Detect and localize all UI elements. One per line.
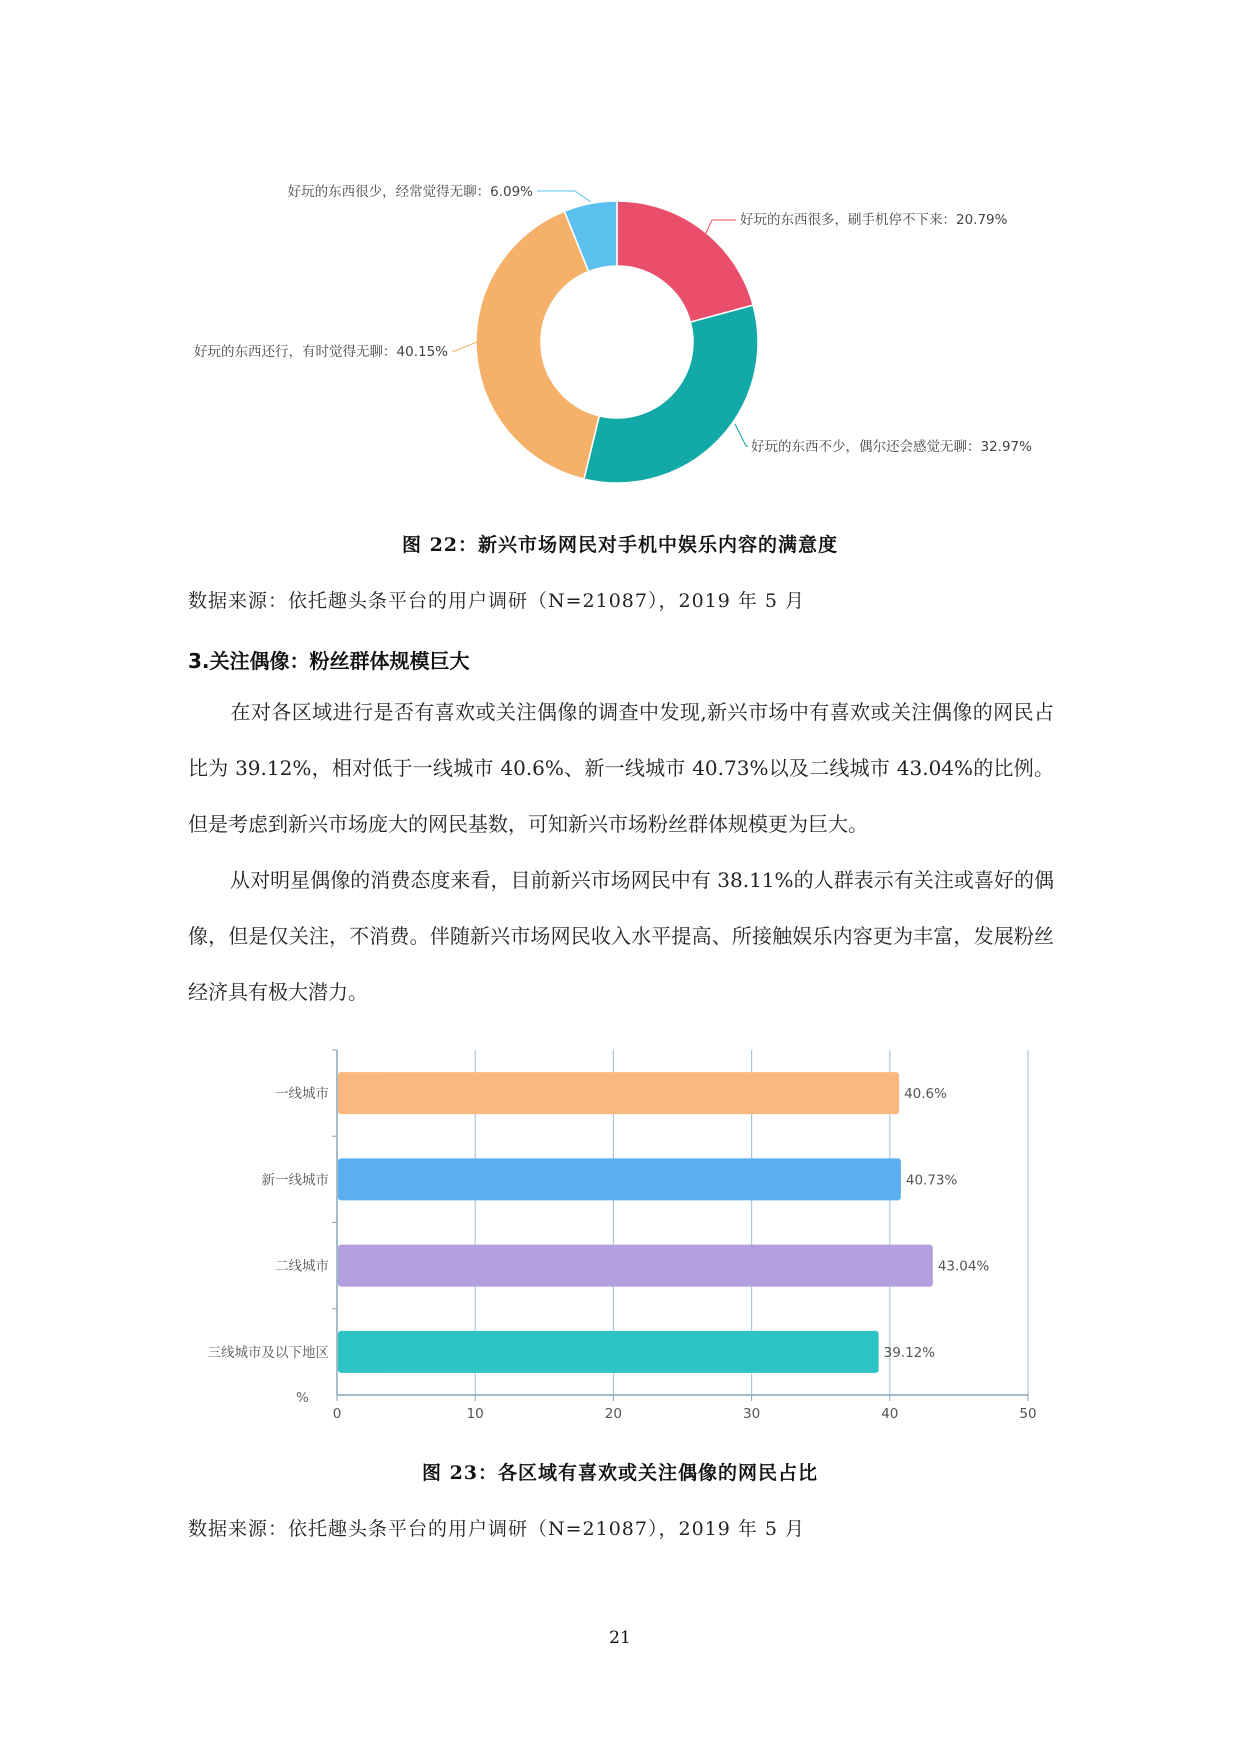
- section-heading: 3.关注偶像：粉丝群体规模巨大: [188, 649, 470, 673]
- figure-22-source: 数据来源：依托趣头条平台的用户调研（N=21087），2019 年 5 月: [188, 590, 806, 612]
- category-label: 二线城市: [275, 1258, 329, 1275]
- value-label: 40.6%: [904, 1086, 947, 1103]
- donut-leader-line-1: [735, 424, 748, 446]
- donut-label-few: 好玩的东西很少，经常觉得无聊：6.09%: [287, 184, 533, 200]
- bar-3: [338, 1331, 879, 1373]
- figure-22-caption: 图 22：新兴市场网民对手机中娱乐内容的满意度: [401, 534, 839, 556]
- donut-leader-line-3: [537, 191, 591, 202]
- value-label: 40.73%: [905, 1172, 958, 1189]
- paragraph-2: [188, 852, 1054, 1020]
- donut-label-very-much: 好玩的东西很多，刷手机停不下来：20.79%: [740, 212, 1008, 228]
- donut-label-okay: 好玩的东西还行，有时觉得无聊：40.15%: [194, 344, 448, 360]
- donut-chart: [0, 0, 1240, 500]
- figure-23-source: 数据来源：依托趣头条平台的用户调研（N=21087），2019 年 5 月: [188, 1518, 806, 1540]
- bar-2: [338, 1245, 933, 1287]
- x-tick-label: 30: [743, 1406, 761, 1422]
- paragraph-1-text: 在对各区域进行是否有喜欢或关注偶像的调查中发现,新兴市场中有喜欢或关注偶像的网民占比为 39.12%，相对低于一线城市 40.6%、新一线城市 40.73%以及二线城市 43.04%的比例。但是考虑到新兴市场庞大的网民基数，可知新兴市场粉丝群体规模更为巨大。: [188, 700, 1054, 836]
- page-number: 21: [609, 1628, 631, 1648]
- category-label: 新一线城市: [261, 1172, 329, 1189]
- unit-label: %: [296, 1390, 309, 1406]
- x-tick-label: 40: [881, 1406, 899, 1422]
- paragraph-1: [188, 684, 1054, 852]
- x-tick-label: 0: [332, 1406, 342, 1422]
- donut-label-not-bad: 好玩的东西不少，偶尔还会感觉无聊：32.97%: [751, 439, 1032, 455]
- x-tick-label: 50: [1019, 1406, 1037, 1422]
- category-label: 三线城市及以下地区: [207, 1344, 329, 1361]
- bar-chart: [0, 1030, 1240, 1430]
- x-tick-label: 20: [604, 1406, 622, 1422]
- x-tick-label: 10: [466, 1406, 484, 1422]
- figure-23-caption: 图 23：各区域有喜欢或关注偶像的网民占比: [421, 1462, 819, 1484]
- donut-leader-line-2: [452, 342, 477, 351]
- value-label: 43.04%: [937, 1258, 990, 1275]
- value-label: 39.12%: [883, 1344, 936, 1361]
- bar-0: [338, 1072, 899, 1114]
- paragraph-2-text: 从对明星偶像的消费态度来看，目前新兴市场网民中有 38.11%的人群表示有关注或喜好的偶像，但是仅关注，不消费。伴随新兴市场网民收入水平提高、所接触娱乐内容更为丰富，发展粉丝经济具有极大潜力。: [188, 868, 1054, 1004]
- bar-1: [338, 1158, 901, 1200]
- donut-slice-0: [617, 201, 753, 322]
- category-label: 一线城市: [275, 1086, 329, 1103]
- donut-slice-1: [584, 305, 758, 483]
